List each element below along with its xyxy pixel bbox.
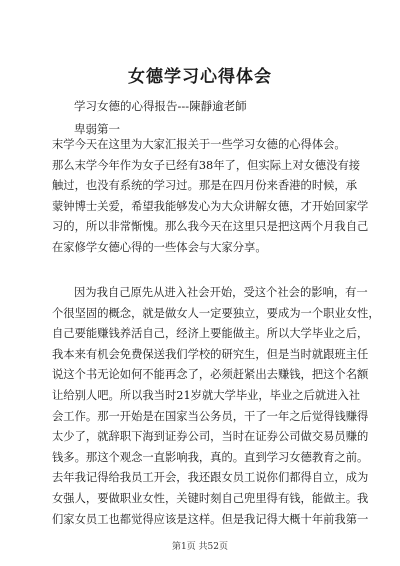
page-number: 第1页 共52页	[171, 542, 229, 552]
text-line: 触过，也没有系统的学习过。那是在四月份来香港的时候，承	[52, 179, 358, 193]
section-heading: 卑弱第一	[74, 122, 120, 136]
text-line: 因为我自己原先从进入社会开始，受这个社会的影响，有一	[74, 286, 368, 299]
text-line: 那么末学今年作为女子已经有38年了，但实际上对女德没有接	[52, 158, 361, 172]
paragraph-2	[52, 283, 380, 530]
text-line: 在家修学女德心得的一些体会与大家分享。	[52, 240, 267, 254]
text-line: 太少了，就辞职下海到证券公司，当时在证券公司做交易员赚的	[52, 430, 369, 444]
text-line: 个很坚固的概念，就是做女人一定要独立，要成为一个职业女性，	[52, 306, 380, 320]
text-line: 钱多。那这个观念一直影响我，真的。直到学习女德教育之前。	[52, 450, 369, 464]
document-title: 女德学习心得体会	[128, 67, 272, 87]
text-line: 自己要能赚钱养活自己，经济上要能做主。所以大学毕业之后，	[52, 327, 369, 341]
document-subtitle: 学习女德的心得报告---陳靜逾老師	[74, 99, 247, 113]
text-line: 末学今天在这里为大家汇报关于一些学习女德的心得体会。	[52, 138, 346, 151]
text-line: 去年我记得给我员工开会，我还跟女员工说你们都得自立，成为	[52, 471, 369, 485]
text-line: 习的，所以非常惭愧。那么我今天在这里只是把这两个月我自己	[52, 220, 369, 234]
text-line: 们家女员工也都觉得应该是这样。但是我记得大概十年前我第一	[52, 512, 369, 526]
text-line: 我本来有机会免费保送我们学校的研究生，但是当时就跟班主任	[52, 347, 369, 361]
text-line: 蒙钟博士关爱，希望我能够发心为大众讲解女德，才开始回家学	[52, 199, 369, 213]
text-line: 会工作。那一开始是在国家当公务员，干了一年之后觉得钱赚得	[52, 409, 369, 423]
text-line: 让给别人吧。所以我当时21岁就大学毕业，毕业之后就进入社	[52, 388, 361, 402]
paragraph-1	[52, 135, 369, 259]
text-line: 女强人，要做职业女性，关键时刻自己兜里得有钱，能做主。我	[52, 491, 369, 505]
text-line: 说这个书无论如何不能再念了，必须赶紧出去赚钱，把这个名额	[52, 368, 369, 382]
